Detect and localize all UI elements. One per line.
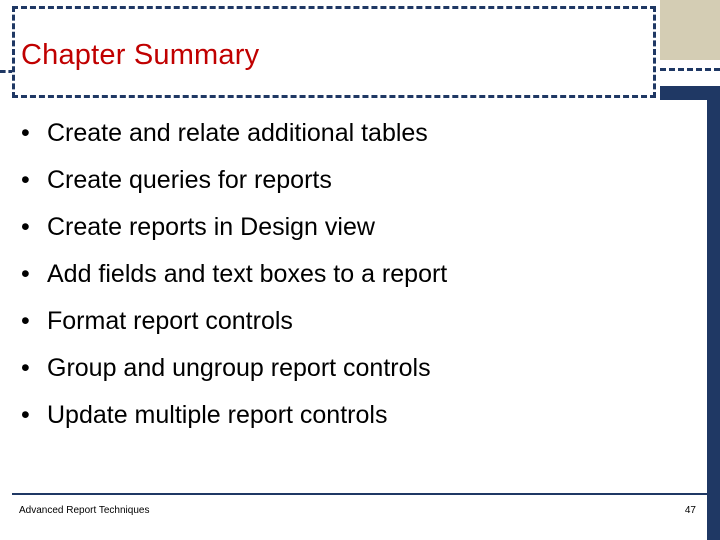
bullet-item bbox=[21, 204, 447, 251]
bullet-icon: • bbox=[21, 354, 30, 382]
bullet-text: Add fields and text boxes to a report bbox=[47, 260, 448, 288]
bullet-text: Create and relate additional tables bbox=[47, 119, 428, 147]
title-box bbox=[12, 6, 656, 98]
bullet-item bbox=[21, 251, 447, 298]
slide-title: Chapter Summary bbox=[21, 39, 260, 71]
bullet-item bbox=[21, 298, 447, 345]
bullet-text: Create queries for reports bbox=[47, 166, 332, 194]
bullet-item bbox=[21, 345, 447, 392]
footer-title: Advanced Report Techniques bbox=[19, 505, 150, 516]
bullet-list bbox=[21, 110, 447, 439]
bullet-item bbox=[21, 110, 447, 157]
bullet-text: Update multiple report controls bbox=[47, 401, 388, 429]
bullet-icon: • bbox=[21, 213, 30, 241]
bullet-text: Create reports in Design view bbox=[47, 213, 375, 241]
bullet-icon: • bbox=[21, 166, 30, 194]
bullet-icon: • bbox=[21, 307, 30, 335]
decorative-tan-block bbox=[660, 0, 720, 60]
bullet-text: Group and ungroup report controls bbox=[47, 354, 431, 382]
bullet-icon: • bbox=[21, 119, 30, 147]
footer-divider bbox=[12, 493, 707, 495]
bullet-text: Format report controls bbox=[47, 307, 293, 335]
page-number: 47 bbox=[684, 505, 696, 516]
bullet-item bbox=[21, 157, 447, 204]
bullet-icon: • bbox=[21, 401, 30, 429]
bullet-icon: • bbox=[21, 260, 30, 288]
bullet-item bbox=[21, 392, 447, 439]
decorative-dashed-line bbox=[660, 68, 720, 71]
